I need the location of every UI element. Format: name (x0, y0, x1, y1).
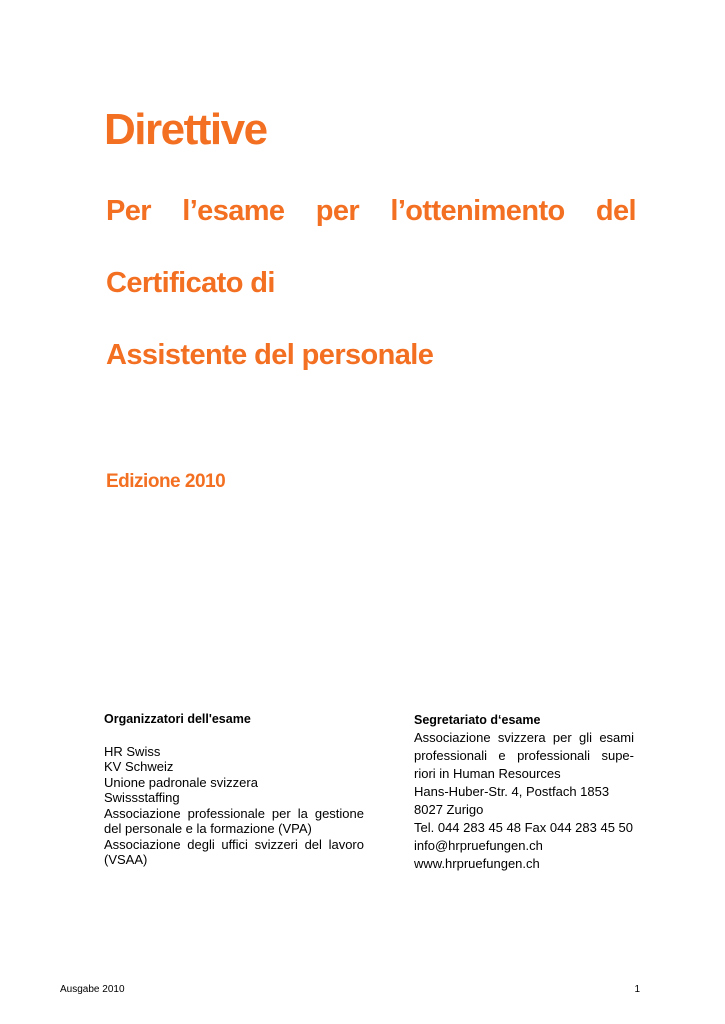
page-number: 1 (634, 984, 640, 995)
subtitle-line-3: Assistente del personale (106, 339, 434, 371)
organizer-item: KV Schweiz (104, 759, 174, 774)
secretariat-line: professionali e professionali supe- (414, 748, 634, 763)
secretariat-website: www.hrpruefungen.ch (414, 856, 540, 871)
secretariat-line: Associazione svizzera per gli esami (414, 730, 634, 745)
secretariat-phone-fax: Tel. 044 283 45 48 Fax 044 283 45 50 (414, 820, 634, 835)
document-title: Direttive (104, 105, 267, 154)
organizer-item: Associazione degli uffici svizzeri del lavoro (VSAA) (104, 836, 364, 867)
footer-edition: Ausgabe 2010 (60, 984, 125, 995)
organizer-item: Swissstaffing (104, 790, 180, 805)
secretariat-city: 8027 Zurigo (414, 802, 484, 817)
secretariat-section (414, 712, 634, 873)
secretariat-address: Hans-Huber-Str. 4, Postfach 1853 (414, 784, 610, 799)
organizers-heading: Organizzatori dell'esame (104, 712, 251, 726)
organizer-item: Associazione professionale per la gestione del personale e la formazione (VPA) (104, 805, 364, 836)
secretariat-heading: Segretariato d‘esame (414, 713, 541, 727)
secretariat-line: riori in Human Resources (414, 766, 561, 781)
subtitle-line-1: Per l’esame per l’ottenimento del (106, 195, 636, 227)
organizers-section (104, 712, 364, 868)
organizer-item: HR Swiss (104, 743, 161, 759)
secretariat-email: info@hrpruefungen.ch (414, 838, 543, 853)
edition-label: Edizione 2010 (106, 471, 226, 492)
subtitle-line-2: Certificato di (106, 267, 275, 299)
organizer-item: Unione padronale svizzera (104, 774, 258, 790)
